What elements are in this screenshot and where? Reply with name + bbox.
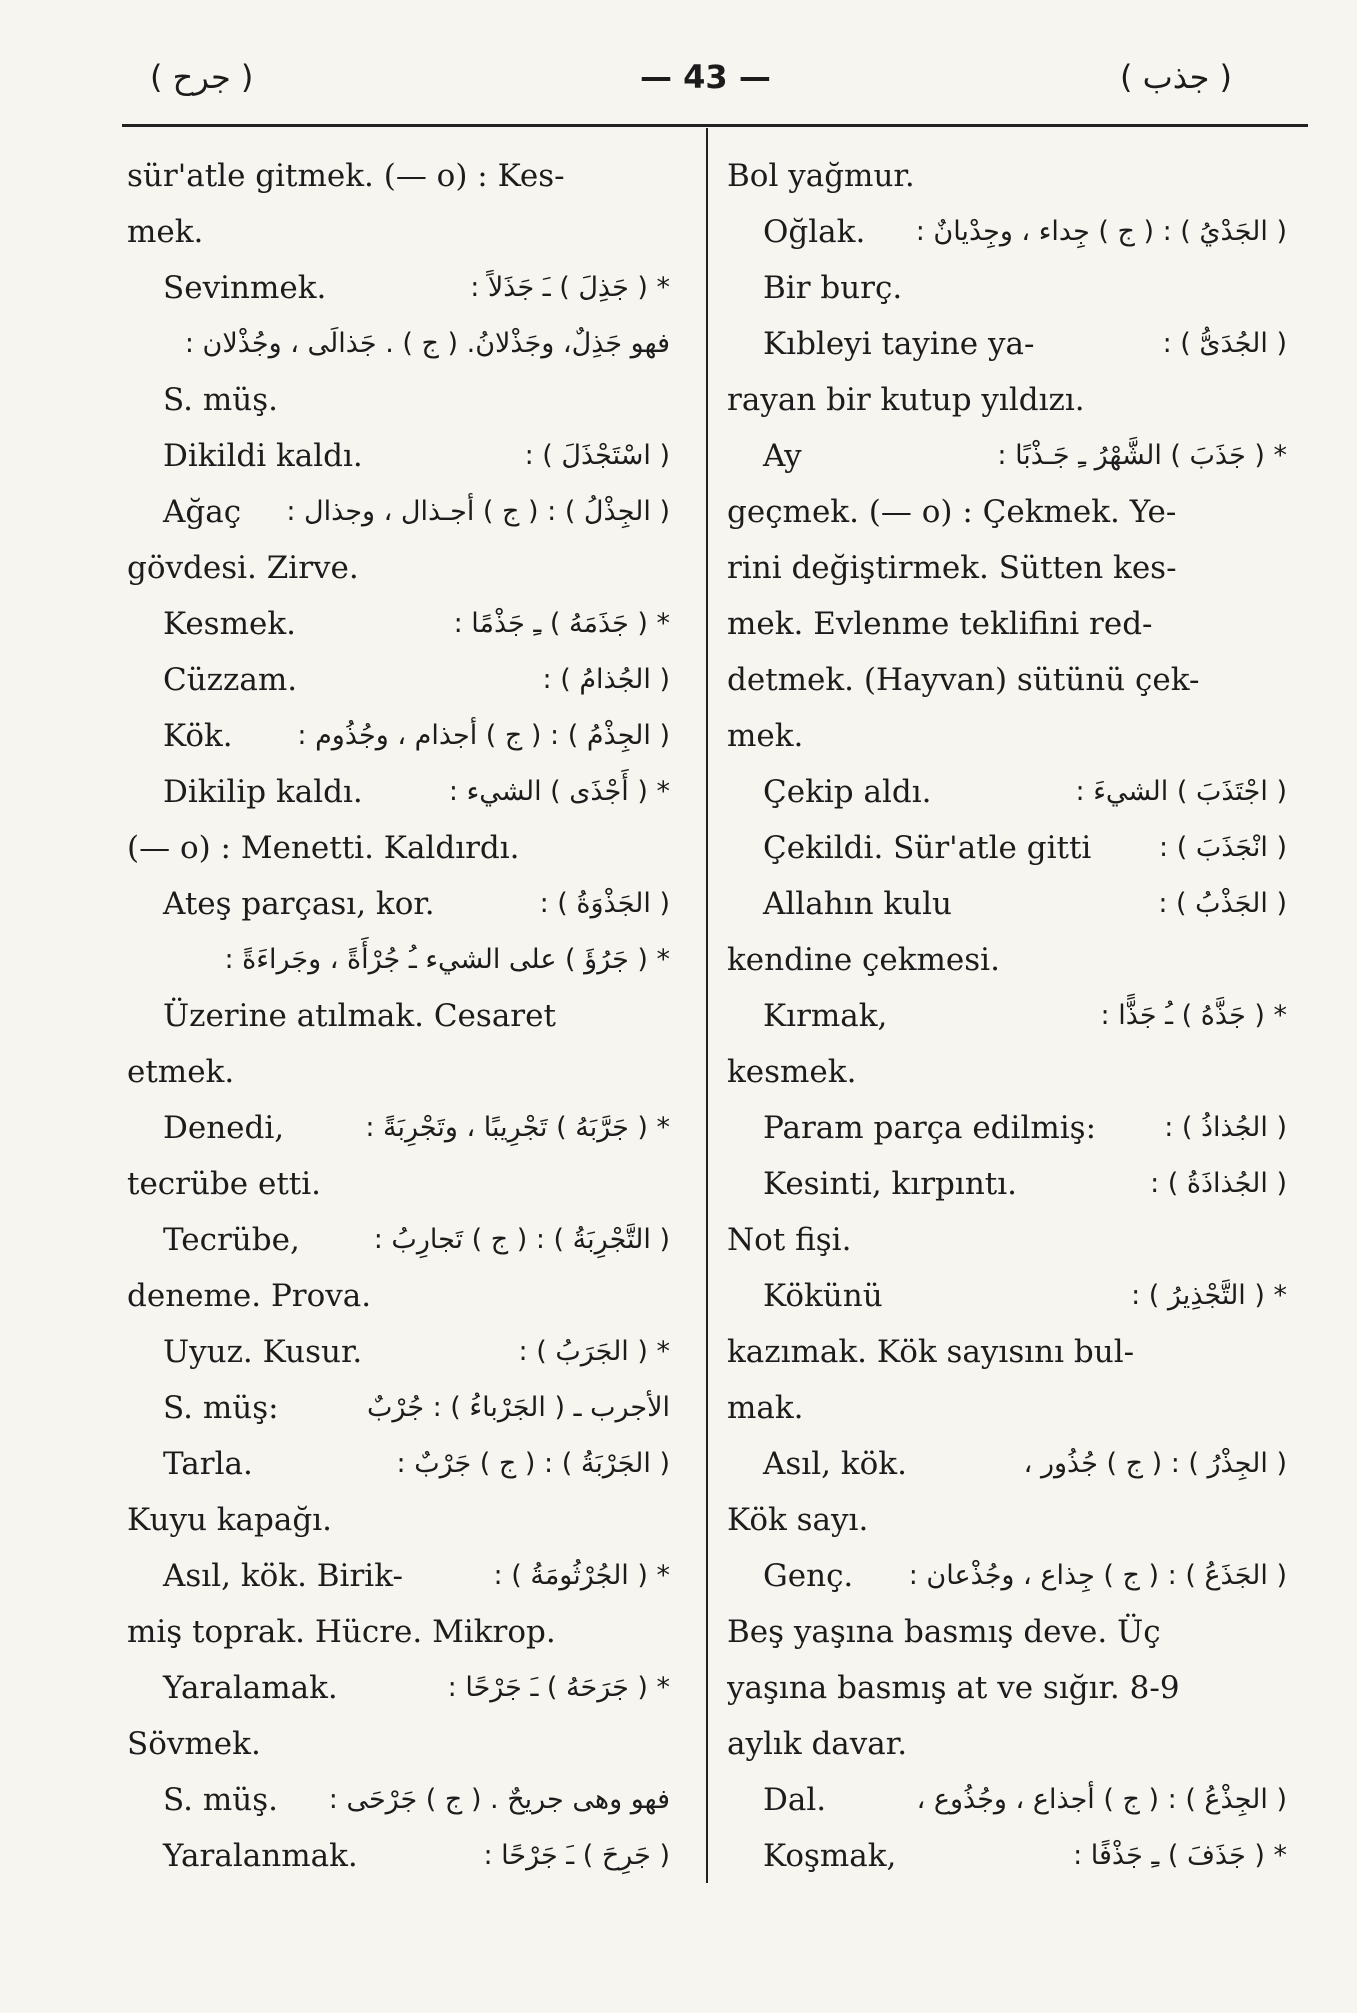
- dictionary-entry-line: [127, 1212, 670, 1268]
- turkish-text: geçmek. (— o) : Çekmek. Ye-: [727, 494, 1177, 530]
- turkish-text: Sövmek.: [127, 1726, 261, 1762]
- turkish-text: detmek. (Hayvan) sütünü çek-: [727, 662, 1200, 698]
- arabic-headword: * ( أَجْذَى ) الشيء :: [448, 776, 670, 807]
- dictionary-entry-line: [127, 1324, 670, 1380]
- arabic-headword: * ( الجُرْثُومَةُ ) :: [493, 1560, 670, 1591]
- dictionary-entry-line: [727, 596, 1287, 652]
- turkish-text: Kesinti, kırpıntı.: [763, 1166, 1018, 1202]
- arabic-headword: ( الجِذْعُ ) : ( ج ) أجذاع ، وجُذُوع ،: [916, 1784, 1287, 1815]
- dictionary-entry-line: [727, 1324, 1287, 1380]
- turkish-text: Ağaç: [163, 494, 242, 530]
- dictionary-entry-line: [727, 764, 1287, 820]
- turkish-text: Tecrübe,: [163, 1222, 300, 1258]
- header-left-arabic: ( جرح ): [150, 58, 254, 96]
- dictionary-entry-line: [127, 764, 670, 820]
- dictionary-entry-line: [127, 932, 670, 988]
- turkish-text: mek.: [727, 718, 804, 754]
- dictionary-entry-line: [127, 1436, 670, 1492]
- dictionary-entry-line: [727, 1604, 1287, 1660]
- arabic-headword: * ( جَرُؤَ ) على الشيء ـُ جُرْأَةً ، وجَراءَةً :: [224, 944, 670, 975]
- dictionary-entry-line: [727, 1492, 1287, 1548]
- dictionary-entry-line: [127, 204, 670, 260]
- turkish-text: mak.: [727, 1390, 804, 1426]
- turkish-text: Dikildi kaldı.: [163, 438, 363, 474]
- page-number: — 43 —: [640, 58, 771, 96]
- dictionary-entry-line: [127, 148, 670, 204]
- turkish-text: (— o) : Menetti. Kaldırdı.: [127, 830, 520, 866]
- dictionary-entry-line: [727, 148, 1287, 204]
- dictionary-entry-line: [127, 1044, 670, 1100]
- turkish-text: Kesmek.: [163, 606, 296, 642]
- turkish-text: rini değiştirmek. Sütten kes-: [727, 550, 1177, 586]
- dictionary-entry-line: [727, 428, 1287, 484]
- dictionary-entry-line: [127, 1828, 670, 1884]
- arabic-headword: * ( جَذَمَهُ ) ـِ جَذْمًا :: [453, 608, 670, 639]
- turkish-text: Beş yaşına basmış deve. Üç: [727, 1614, 1161, 1650]
- turkish-text: S. müş:: [163, 1390, 279, 1426]
- arabic-headword: ( اجْتَذَبَ ) الشيءَ :: [1075, 776, 1287, 807]
- arabic-headword: ( الجُدَىُّ ) :: [1162, 328, 1287, 359]
- turkish-text: Çekip aldı.: [763, 774, 932, 810]
- column-divider: [706, 128, 708, 1883]
- arabic-headword: ( جَرِحَ ) ـَ جَرْحًا :: [483, 1840, 670, 1871]
- turkish-text: kesmek.: [727, 1054, 857, 1090]
- turkish-text: Kök sayı.: [727, 1502, 869, 1538]
- turkish-text: Uyuz. Kusur.: [163, 1334, 363, 1370]
- arabic-headword: * ( جَذِلَ ) ـَ جَذَلاً :: [470, 272, 670, 303]
- dictionary-entry-line: [127, 1604, 670, 1660]
- arabic-headword: ( الجَذَعُ ) : ( ج ) جِذاع ، وجُذْعان :: [908, 1560, 1287, 1591]
- turkish-text: Bir burç.: [763, 270, 903, 306]
- dictionary-entry-line: [727, 316, 1287, 372]
- turkish-text: Kuyu kapağı.: [127, 1502, 332, 1538]
- dictionary-entry-line: [727, 988, 1287, 1044]
- dictionary-entry-line: [727, 1436, 1287, 1492]
- arabic-headword: ( الجُذامُ ) :: [542, 664, 670, 695]
- turkish-text: Cüzzam.: [163, 662, 298, 698]
- turkish-text: Oğlak.: [763, 214, 866, 250]
- dictionary-entry-line: [127, 260, 670, 316]
- turkish-text: Ateş parçası, kor.: [163, 886, 435, 922]
- dictionary-entry-line: [127, 708, 670, 764]
- dictionary-entry-line: [127, 1716, 670, 1772]
- dictionary-entry-line: [727, 1772, 1287, 1828]
- turkish-text: Tarla.: [163, 1446, 253, 1482]
- dictionary-entry-line: [727, 484, 1287, 540]
- dictionary-entry-line: [727, 260, 1287, 316]
- arabic-headword: * ( جَذَّهُ ) ـُ جَذًّا :: [1100, 1000, 1287, 1031]
- turkish-text: S. müş.: [163, 382, 278, 418]
- left-column: [127, 148, 670, 1884]
- turkish-text: Yaralanmak.: [163, 1838, 358, 1874]
- turkish-text: kendine çekmesi.: [727, 942, 1000, 978]
- dictionary-entry-line: [727, 1828, 1287, 1884]
- turkish-text: Kırmak,: [763, 998, 888, 1034]
- dictionary-entry-line: [727, 1268, 1287, 1324]
- dictionary-entry-line: [127, 1772, 670, 1828]
- right-column: [727, 148, 1287, 1884]
- arabic-headword: * ( جَذَبَ ) الشَّهْرُ ـِ جَـذْبًا :: [997, 440, 1287, 471]
- dictionary-entry-line: [127, 1660, 670, 1716]
- dictionary-entry-line: [727, 1548, 1287, 1604]
- dictionary-entry-line: [727, 876, 1287, 932]
- turkish-text: Denedi,: [163, 1110, 285, 1146]
- dictionary-entry-line: [727, 820, 1287, 876]
- turkish-text: Param parça edilmiş:: [763, 1110, 1097, 1146]
- dictionary-entry-line: [127, 540, 670, 596]
- dictionary-entry-line: [127, 820, 670, 876]
- dictionary-entry-line: [727, 1212, 1287, 1268]
- turkish-text: tecrübe etti.: [127, 1166, 322, 1202]
- turkish-text: Asıl, kök. Birik-: [163, 1558, 403, 1594]
- arabic-headword: ( انْجَذَبَ ) :: [1159, 832, 1287, 863]
- arabic-headword: * ( الجَرَبُ ) :: [518, 1336, 670, 1367]
- dictionary-entry-line: [127, 1100, 670, 1156]
- turkish-text: Asıl, kök.: [763, 1446, 907, 1482]
- arabic-headword: ( الجِذْلُ ) : ( ج ) أجـذال ، وجذال :: [286, 496, 670, 527]
- turkish-text: Dal.: [763, 1782, 827, 1818]
- turkish-text: Not fişi.: [727, 1222, 852, 1258]
- dictionary-entry-line: [127, 1380, 670, 1436]
- dictionary-entry-line: [727, 1100, 1287, 1156]
- turkish-text: Koşmak,: [763, 1838, 897, 1874]
- turkish-text: Ay: [763, 438, 802, 474]
- turkish-text: etmek.: [127, 1054, 235, 1090]
- arabic-headword: * ( التَّجْذِيرُ ) :: [1131, 1280, 1287, 1311]
- turkish-text: Kökünü: [763, 1278, 883, 1314]
- dictionary-entry-line: [727, 932, 1287, 988]
- turkish-text: sür'atle gitmek. (— o) : Kes-: [127, 158, 565, 194]
- arabic-headword: فهو جَذِلٌ، وجَذْلانُ. ( ج ) . جَذالَى ، وجُذْلان :: [184, 328, 670, 359]
- arabic-headword: فهو وهى جريحٌ . ( ج ) جَرْحَى :: [328, 1784, 670, 1815]
- dictionary-entry-line: [727, 1044, 1287, 1100]
- arabic-headword: الأجرب ـ ( الجَرْباءُ ) : جُرْبٌ: [367, 1392, 670, 1423]
- dictionary-entry-line: [127, 1492, 670, 1548]
- arabic-headword: ( الجَرْبَةُ ) : ( ج ) جَرْبٌ :: [396, 1448, 670, 1479]
- header-right-arabic: ( جذب ): [1120, 58, 1233, 96]
- dictionary-entry-line: [127, 988, 670, 1044]
- dictionary-entry-line: [727, 652, 1287, 708]
- dictionary-entry-line: [127, 652, 670, 708]
- turkish-text: Çekildi. Sür'atle gitti: [763, 830, 1092, 866]
- turkish-text: mek.: [127, 214, 204, 250]
- arabic-headword: * ( جَرَحَهُ ) ـَ جَرْحًا :: [447, 1672, 670, 1703]
- turkish-text: yaşına basmış at ve sığır. 8-9: [727, 1670, 1180, 1706]
- dictionary-entry-line: [727, 708, 1287, 764]
- dictionary-entry-line: [127, 1156, 670, 1212]
- arabic-headword: ( الجِذْمُ ) : ( ج ) أجذام ، وجُذُوم :: [297, 720, 670, 751]
- dictionary-entry-line: [727, 1380, 1287, 1436]
- arabic-headword: ( التَّجْرِبَةُ ) : ( ج ) تَجارِبُ :: [373, 1224, 670, 1255]
- arabic-headword: ( الجَذْبُ ) :: [1158, 888, 1287, 919]
- dictionary-entry-line: [127, 484, 670, 540]
- dictionary-entry-line: [127, 372, 670, 428]
- dictionary-entry-line: [727, 1716, 1287, 1772]
- arabic-headword: ( الجُذاذُ ) :: [1164, 1112, 1287, 1143]
- header-rule: [122, 124, 1308, 127]
- arabic-headword: * ( جَرَّبَهُ ) تَجْرِيبًا ، وتَجْرِبَةً :: [365, 1112, 670, 1143]
- turkish-text: Yaralamak.: [163, 1670, 338, 1706]
- arabic-headword: ( اسْتَجْذَلَ ) :: [524, 440, 670, 471]
- turkish-text: miş toprak. Hücre. Mikrop.: [127, 1614, 556, 1650]
- dictionary-entry-line: [727, 372, 1287, 428]
- turkish-text: gövdesi. Zirve.: [127, 550, 359, 586]
- turkish-text: Genç.: [763, 1558, 854, 1594]
- dictionary-entry-line: [727, 540, 1287, 596]
- arabic-headword: * ( جَذَفَ ) ـِ جَذْفًا :: [1073, 1840, 1287, 1871]
- turkish-text: mek. Evlenme teklifini red-: [727, 606, 1153, 642]
- dictionary-entry-line: [127, 596, 670, 652]
- dictionary-entry-line: [127, 1548, 670, 1604]
- turkish-text: aylık davar.: [727, 1726, 908, 1762]
- turkish-text: Sevinmek.: [163, 270, 327, 306]
- turkish-text: Dikilip kaldı.: [163, 774, 363, 810]
- dictionary-entry-line: [127, 876, 670, 932]
- dictionary-entry-line: [727, 1156, 1287, 1212]
- dictionary-entry-line: [727, 204, 1287, 260]
- arabic-headword: ( الجِذْرُ ) : ( ج ) جُذُور ،: [1023, 1448, 1287, 1479]
- dictionary-entry-line: [127, 1268, 670, 1324]
- turkish-text: Bol yağmur.: [727, 158, 915, 194]
- arabic-headword: ( الجَذْوَةُ ) :: [539, 888, 670, 919]
- turkish-text: kazımak. Kök sayısını bul-: [727, 1334, 1135, 1370]
- turkish-text: Allahın kulu: [763, 886, 953, 922]
- arabic-headword: ( الجَدْيُ ) : ( ج ) جِداء ، وجِدْيانٌ :: [915, 216, 1287, 247]
- dictionary-entry-line: [127, 316, 670, 372]
- turkish-text: Kıbleyi tayine ya-: [763, 326, 1035, 362]
- dictionary-entry-line: [127, 428, 670, 484]
- turkish-text: Üzerine atılmak. Cesaret: [163, 998, 556, 1034]
- turkish-text: deneme. Prova.: [127, 1278, 372, 1314]
- dictionary-entry-line: [727, 1660, 1287, 1716]
- arabic-headword: ( الجُذاذَةُ ) :: [1150, 1168, 1287, 1199]
- turkish-text: S. müş.: [163, 1782, 278, 1818]
- turkish-text: rayan bir kutup yıldızı.: [727, 382, 1085, 418]
- turkish-text: Kök.: [163, 718, 233, 754]
